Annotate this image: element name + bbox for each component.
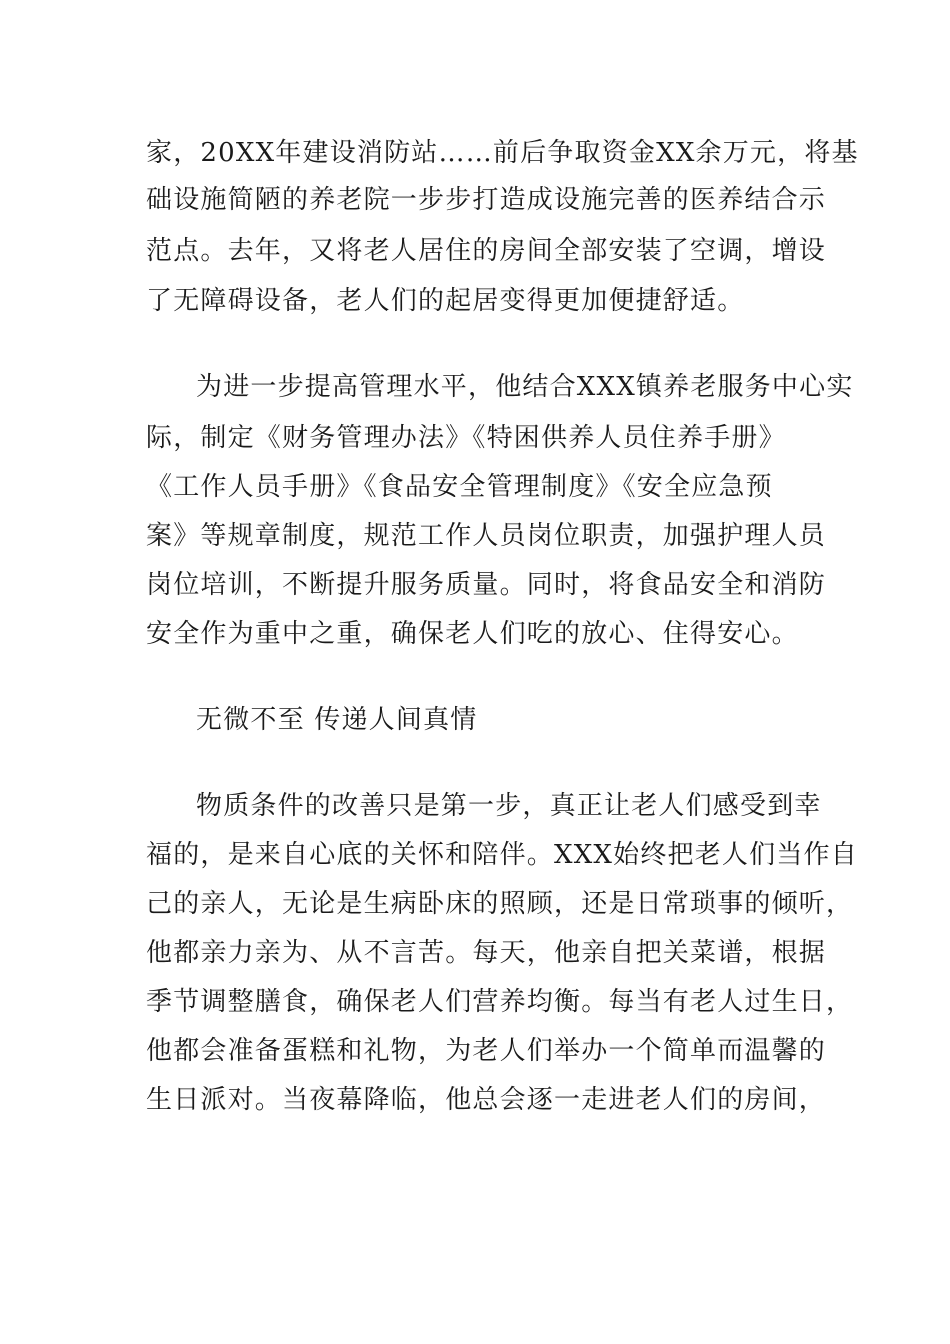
text-line: 物质条件的改善只是第一步，真正让老人们感受到幸 [196, 791, 822, 821]
text-line: 岗位培训，不断提升服务质量。同时，将食品安全和消防 [146, 570, 827, 600]
text-line: 安全作为重中之重，确保老人们吃的放心、住得安心。 [146, 619, 799, 649]
text-line: 《工作人员手册》《食品安全管理制度》《安全应急预 [146, 472, 773, 502]
text-line: 家，20XX年建设消防站……前后争取资金XX余万元，将基 [146, 138, 859, 168]
text-line: 范点。去年，又将老人居住的房间全部安装了空调，增设 [146, 236, 827, 266]
text-line: 福的，是来自心底的关怀和陪伴。XXX始终把老人们当作自 [146, 840, 858, 870]
text-line: 己的亲人，无论是生病卧床的照顾，还是日常琐事的倾听， [146, 889, 854, 919]
text-line: 他都会准备蛋糕和礼物，为老人们举办一个简单而温馨的 [146, 1036, 827, 1066]
text-line: 他都亲力亲为、从不言苦。每天，他亲自把关菜谱，根据 [146, 938, 827, 968]
text-line: 案》等规章制度，规范工作人员岗位职责，加强护理人员 [146, 521, 827, 551]
text-line: 为进一步提高管理水平，他结合XXX镇养老服务中心实 [196, 372, 854, 402]
text-line: 季节调整膳食，确保老人们营养均衡。每当有老人过生日， [146, 987, 854, 1017]
text-line: 生日派对。当夜幕降临，他总会逐一走进老人们的房间， [146, 1085, 827, 1115]
section-heading: 无微不至 传递人间真情 [196, 705, 478, 735]
text-line: 际，制定《财务管理办法》《特困供养人员住养手册》 [146, 423, 786, 453]
text-line: 础设施简陋的养老院一步步打造成设施完善的医养结合示 [146, 185, 827, 215]
text-line: 了无障碍设备，老人们的起居变得更加便捷舒适。 [146, 286, 745, 316]
